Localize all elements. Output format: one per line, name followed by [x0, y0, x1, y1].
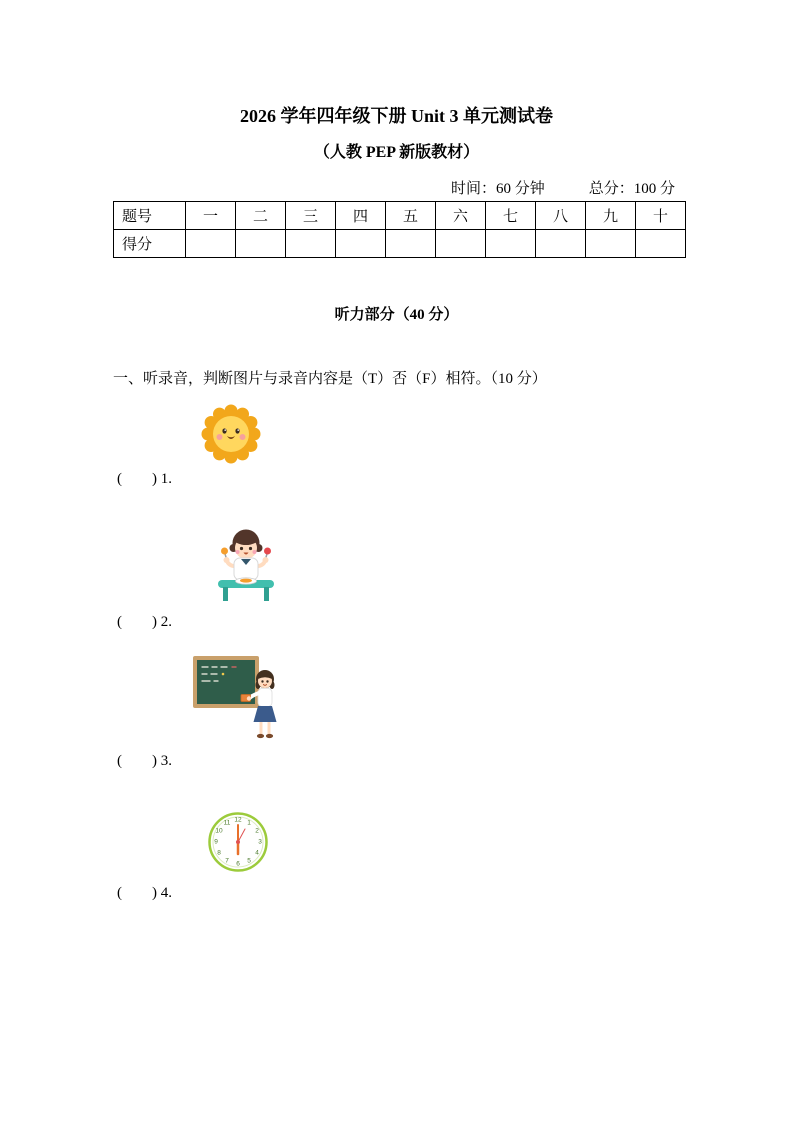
clock-number-7: 7: [225, 857, 229, 865]
clock-number-3: 3: [258, 838, 262, 846]
clock-number-10: 10: [215, 827, 223, 835]
score-table-score-row: [114, 230, 686, 258]
clock-icon: [207, 810, 269, 874]
score-empty-cell-3: [286, 230, 336, 258]
score-empty-cell-8: [536, 230, 586, 258]
score-table-column-2: 二: [236, 202, 286, 230]
score-empty-cell-6: [436, 230, 486, 258]
clock-number-6: 6: [236, 860, 240, 868]
answer-blank-4: ( ) 4.: [117, 885, 172, 901]
score-empty-cell-5: [386, 230, 436, 258]
score-table-column-3: 三: [286, 202, 336, 230]
score-table-column-7: 七: [486, 202, 536, 230]
clock-number-1: 1: [247, 819, 251, 827]
exam-meta: [451, 177, 675, 198]
score-table-column-6: 六: [436, 202, 486, 230]
total-score-label: 总分：100 分: [588, 181, 675, 197]
clock-number-4: 4: [255, 849, 259, 857]
sun-illustration: [196, 402, 266, 468]
score-table-header-row: [114, 202, 686, 230]
score-table-column-9: 九: [586, 202, 636, 230]
score-empty-cell-2: [236, 230, 286, 258]
clock-number-5: 5: [247, 857, 251, 865]
score-empty-cell-7: [486, 230, 536, 258]
page-subtitle: （人教 PEP 新版教材）: [313, 144, 480, 161]
score-empty-cell-1: [186, 230, 236, 258]
score-table-column-10: 十: [636, 202, 686, 230]
score-empty-cell-10: [636, 230, 686, 258]
clock-number-8: 8: [217, 849, 221, 857]
teacher-blackboard-illustration: [192, 652, 286, 748]
score-table-column-5: 五: [386, 202, 436, 230]
child-eating-illustration: [217, 526, 275, 602]
teacher-blackboard-icon: [192, 652, 286, 748]
question-number-label-cell: 题号: [114, 202, 186, 230]
score-table-column-1: 一: [186, 202, 236, 230]
answer-blank-1: ( ) 1.: [117, 471, 172, 487]
answer-blank-3: ( ) 3.: [117, 753, 172, 769]
score-label-cell: 得分: [114, 230, 186, 258]
score-table: [113, 201, 686, 258]
clock-number-12: 12: [234, 816, 242, 824]
score-empty-cell-4: [336, 230, 386, 258]
question-1-prompt: 一、听录音，判断图片与录音内容是（T）否（F）相符。（10 分）: [113, 371, 547, 387]
answer-blank-2: ( ) 2.: [117, 614, 172, 630]
child-eating-icon: [217, 526, 275, 602]
clock-illustration: [207, 810, 269, 874]
clock-number-11: 11: [223, 819, 231, 827]
clock-number-9: 9: [214, 838, 218, 846]
score-table-column-4: 四: [336, 202, 386, 230]
time-label: 时间：60 分钟: [450, 181, 545, 197]
score-empty-cell-9: [586, 230, 636, 258]
score-table-column-8: 八: [536, 202, 586, 230]
page-title: 2026 学年四年级下册 Unit 3 单元测试卷: [239, 106, 553, 126]
listening-section-title: 听力部分（40 分）: [334, 307, 459, 323]
clock-number-2: 2: [255, 827, 259, 835]
sun-icon: [196, 402, 266, 468]
